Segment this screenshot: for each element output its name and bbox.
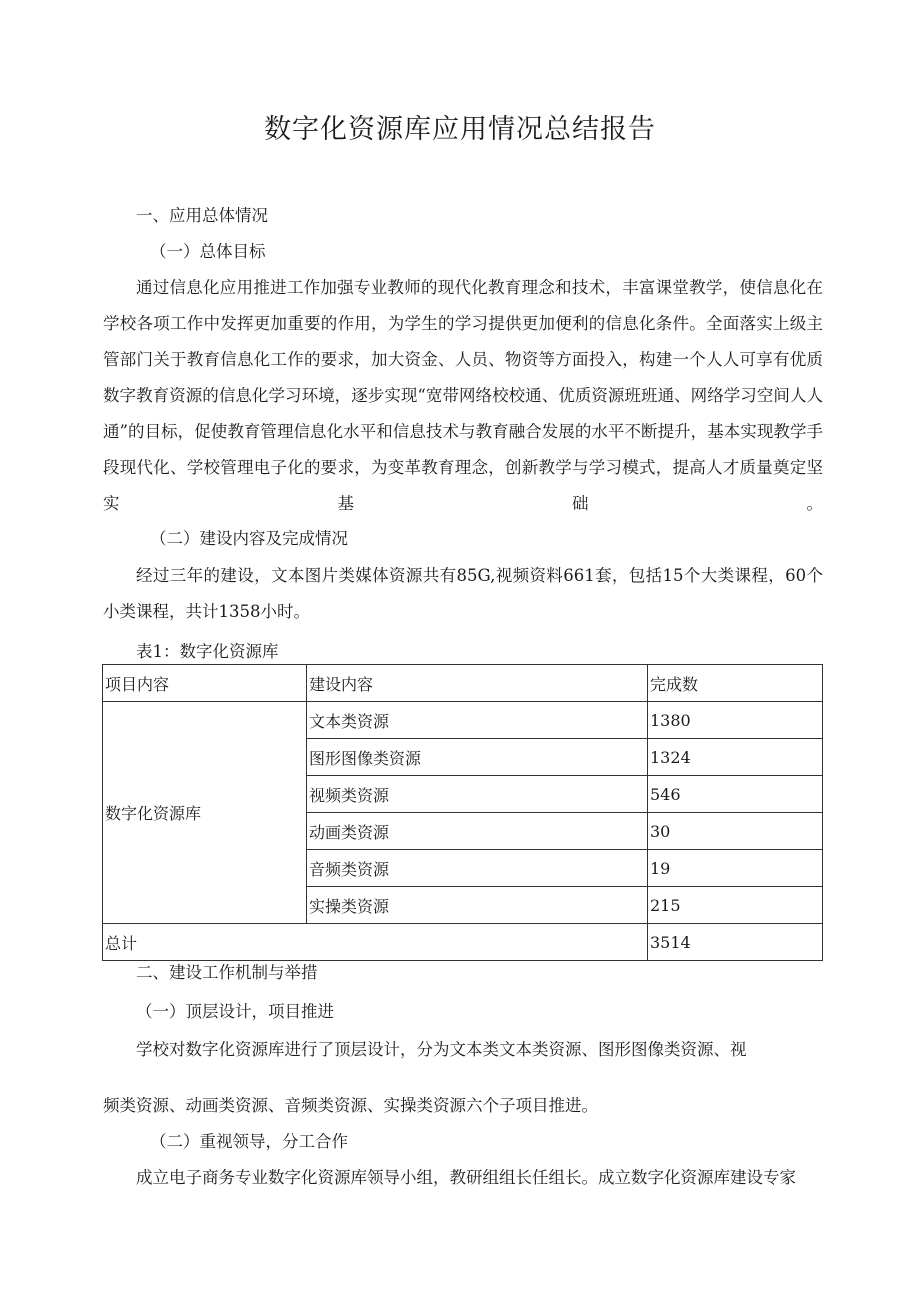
table-total-row	[103, 924, 823, 961]
section1-sub1-heading: （一）总体目标	[150, 242, 266, 261]
table-total-label: 总计	[103, 924, 648, 961]
table-cell-item: 实操类资源	[307, 887, 648, 924]
table-cell-count: 546	[648, 776, 823, 813]
table-cell-count: 215	[648, 887, 823, 924]
table-cell-item: 音频类资源	[307, 850, 648, 887]
resource-table	[102, 664, 823, 961]
section2-sub2-body: 成立电子商务专业数字化资源库领导小组，教研组组长任组长。成立数字化资源库建设专家	[136, 1168, 796, 1187]
table-header-cell: 建设内容	[307, 665, 648, 702]
section1-sub1-body: 通过信息化应用推进工作加强专业教师的现代化教育理念和技术，丰富课堂教学，使信息化在学校各项工作中发挥更加重要的作用，为学生的学习提供更加便利的信息化条件。全面落实上级主管部门关于教育信息化工作的要求，加大资金、人员、物资等方面投入，构建一个人人可享有优质数字教育资源的信息化学习环境，逐步实现“宽带网络校校通、优质资源班班通、网络学习空间人人通”的目标，促使教育管理信息化水平和信息技术与教育融合发展的水平不断提升，基本实现教学手段现代化、学校管理电子化的要求，为变革教育理念，创新教学与学习模式，提高人才质量奠定坚实基础。	[103, 278, 823, 513]
section1-sub2-heading: （二）建设内容及完成情况	[150, 529, 348, 548]
section1-heading: 一、应用总体情况	[136, 206, 268, 225]
table-cell-item: 图形图像类资源	[307, 739, 648, 776]
table-cell-item: 文本类资源	[307, 702, 648, 739]
table-cell-count: 30	[648, 813, 823, 850]
table-group-label: 数字化资源库	[103, 702, 307, 924]
table-cell-count: 1324	[648, 739, 823, 776]
table-caption: 表1：数字化资源库	[136, 642, 279, 661]
table-header-cell: 完成数	[648, 665, 823, 702]
table-row	[103, 702, 823, 739]
section2-sub2-heading: （二）重视领导，分工合作	[150, 1132, 348, 1151]
table-cell-item: 动画类资源	[307, 813, 648, 850]
section2-heading: 二、建设工作机制与举措	[136, 963, 318, 982]
table-header-row	[103, 665, 823, 702]
table-cell-count: 1380	[648, 702, 823, 739]
section1-sub2-body: 经过三年的建设，文本图片类媒体资源共有85G,视频资料661套，包括15个大类课程，60个小类课程，共计1358小时。	[103, 566, 823, 621]
section2-sub1-body-line2: 频类资源、动画类资源、音频类资源、实操类资源六个子项目推进。	[103, 1096, 598, 1115]
table-cell-count: 19	[648, 850, 823, 887]
section2-sub1-body-line1: 学校对数字化资源库进行了顶层设计，分为文本类文本类资源、图形图像类资源、视	[136, 1040, 747, 1059]
section2-sub1-heading: （一）顶层设计，项目推进	[136, 1002, 334, 1021]
table-total-value: 3514	[648, 924, 823, 961]
table-header-cell: 项目内容	[103, 665, 307, 702]
table-cell-item: 视频类资源	[307, 776, 648, 813]
page-title: 数字化资源库应用情况总结报告	[264, 114, 656, 145]
